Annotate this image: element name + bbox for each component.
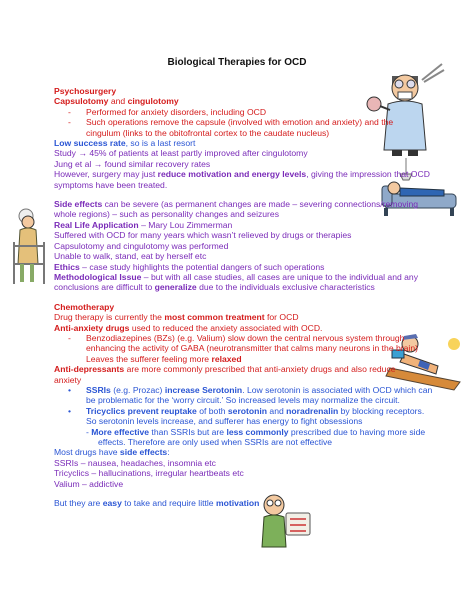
list-item: • Tricyclics prevent reuptake of both serotonin and noradrenalin by blocking receptors. bbox=[68, 405, 425, 416]
study-line: Study → 45% of patients at least partly improved after cingulotomy bbox=[54, 148, 308, 159]
antidepressants-line-2: anxiety bbox=[54, 374, 82, 385]
most-drugs-line: Most drugs have side effects: bbox=[54, 447, 170, 458]
however-line-2: symptoms have been treated. bbox=[54, 179, 168, 190]
side-effects-line-2: whole regions) – such as personality changes and seizures bbox=[54, 209, 279, 220]
suffered-line: Suffered with OCD for many years which wasn’t relieved by drugs or therapies bbox=[54, 230, 352, 241]
real-life-line: Real Life Application – Mary Lou Zimmerman bbox=[54, 219, 233, 230]
chemotherapy-heading: Chemotherapy bbox=[54, 301, 115, 312]
list-item-continuation: Leaves the sufferer feeling more relaxed bbox=[86, 353, 242, 364]
list-item: • SSRIs (e.g. Prozac) increase Serotonin. Low serotonin is associated with OCD which can bbox=[68, 384, 433, 395]
however-line: However, surgery may just reduce motivation and energy levels, giving the impression that OCD bbox=[54, 169, 430, 180]
list-item-continuation: cingulum (links to the obitofrontal cortex to the caudate nucleus) bbox=[86, 127, 330, 138]
anti-anxiety-line: Anti-anxiety drugs used to reduced the anxiety associated with OCD. bbox=[54, 322, 323, 333]
unable-line: Unable to walk, stand, eat by herself etc bbox=[54, 251, 207, 262]
cingulotomy-term: cingulotomy bbox=[127, 96, 179, 107]
side-effects-line: Side effects can be severe (as permanent changes are made – severing connections/removing bbox=[54, 199, 419, 210]
valium-side-effects: Valium – addictive bbox=[54, 478, 124, 489]
capsulotomy-term: Capsulotomy bbox=[54, 96, 109, 107]
ethics-line: Ethics – case study highlights the potential dangers of such operations bbox=[54, 261, 325, 272]
method-line-2: conclusions are difficult to generalize due to the individuals exclusive characteristics bbox=[54, 282, 375, 293]
method-line: Methodological Issue – but with all case studies, all cases are unique to the individual and any bbox=[54, 271, 418, 282]
ssris-side-effects: SSRIs – nausea, headaches, insomnia etc bbox=[54, 457, 216, 468]
psychosurgery-heading: Psychosurgery bbox=[54, 86, 117, 96]
capsulotomy-line bbox=[54, 96, 424, 106]
drug-therapy-line: Drug therapy is currently the most common treatment for OCD bbox=[54, 312, 299, 323]
performed-line: Capsulotomy and cingulotomy was performed bbox=[54, 240, 229, 251]
success-line: Low success rate, so is a last resort bbox=[54, 138, 196, 149]
list-item-continuation: be problematic for the ‘worry circuit.’ So increased levels may normalize the circuit. bbox=[86, 395, 400, 406]
elderly-woman-walker-clipart-icon bbox=[8, 206, 54, 286]
list-item-continuation: So serotonin levels increase, and sufferer has energy to fight obsessions bbox=[86, 416, 363, 427]
list-item-continuation: effects. Therefore are only used when SSRIs are not effective bbox=[98, 437, 333, 447]
list-item: - Such operations remove the capsule (involved with emotion and anxiety) and the bbox=[68, 117, 394, 128]
antidepressants-line: Anti-depressants are more commonly prescribed that anti-anxiety drugs and also reduce bbox=[54, 364, 396, 375]
page-title: Biological Therapies for OCD bbox=[167, 57, 307, 68]
list-item-continuation: enhancing the activity of GABA (neurotransmitter that calms many neurons in the brain) bbox=[86, 343, 418, 354]
tricyclics-side-effects: Tricyclics – hallucinations, irregular heartbeats etc bbox=[54, 468, 244, 479]
and-text: and bbox=[108, 96, 128, 107]
document-body bbox=[54, 86, 433, 509]
conclusion-line: But they are easy to take and require little motivation bbox=[54, 498, 260, 509]
list-item: - Benzodiazepines (BZs) (e.g. Valium) slow down the central nervous system through bbox=[68, 332, 405, 343]
list-item-continuation: - More effective than SSRIs but are less commonly prescribed due to having more side bbox=[86, 426, 426, 437]
list-item: - Performed for anxiety disorders, including OCD bbox=[68, 106, 267, 117]
jung-line: Jung et al → found similar recovery rates bbox=[54, 158, 211, 169]
